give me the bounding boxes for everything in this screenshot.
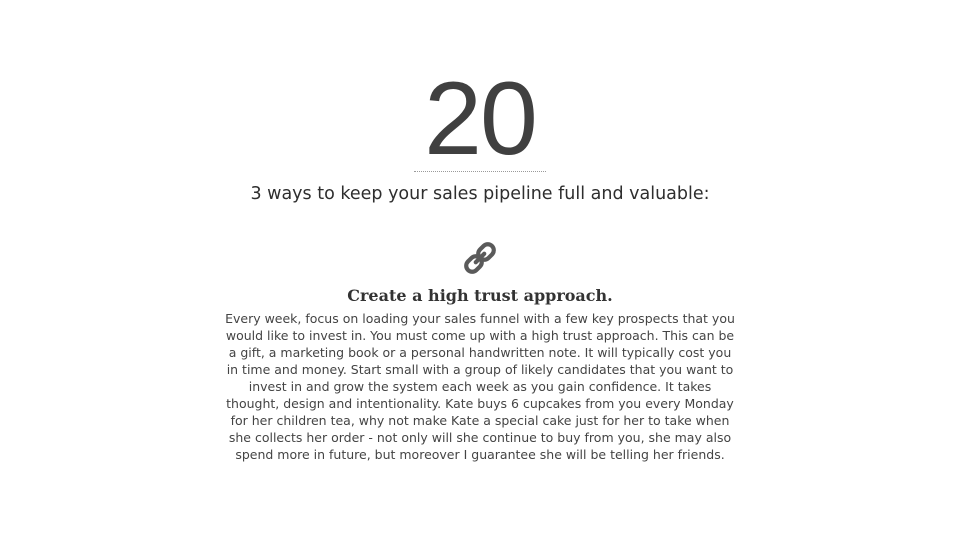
slide-number: 20: [424, 61, 536, 177]
dotted-divider: [414, 171, 546, 172]
section-body-paragraph: Every week, focus on loading your sales funnel with a few key prospects that you would like to invest in. You must come up with a high trust approach. This can be a gift, a marketing book or a personal handwritten note. It will typically cost you in time and money. Start small with a group of likely candidates that you want to invest in and grow the system each week as you gain confidence. It takes thought, design and intentionality. Kate buys 6 cupcakes from you every Monday for her children tea, why not make Kate a special cake just for her to take when she collects her order - not only will she continue to buy from you, she may also spend more in future, but moreover I guarantee she will be telling her friends.: [225, 311, 735, 462]
link-icon: [460, 238, 500, 278]
section-heading: Create a high trust approach.: [347, 286, 613, 305]
slide-subtitle: 3 ways to keep your sales pipeline full and valuable:: [250, 184, 710, 204]
link-icon-graphic: [460, 238, 500, 278]
